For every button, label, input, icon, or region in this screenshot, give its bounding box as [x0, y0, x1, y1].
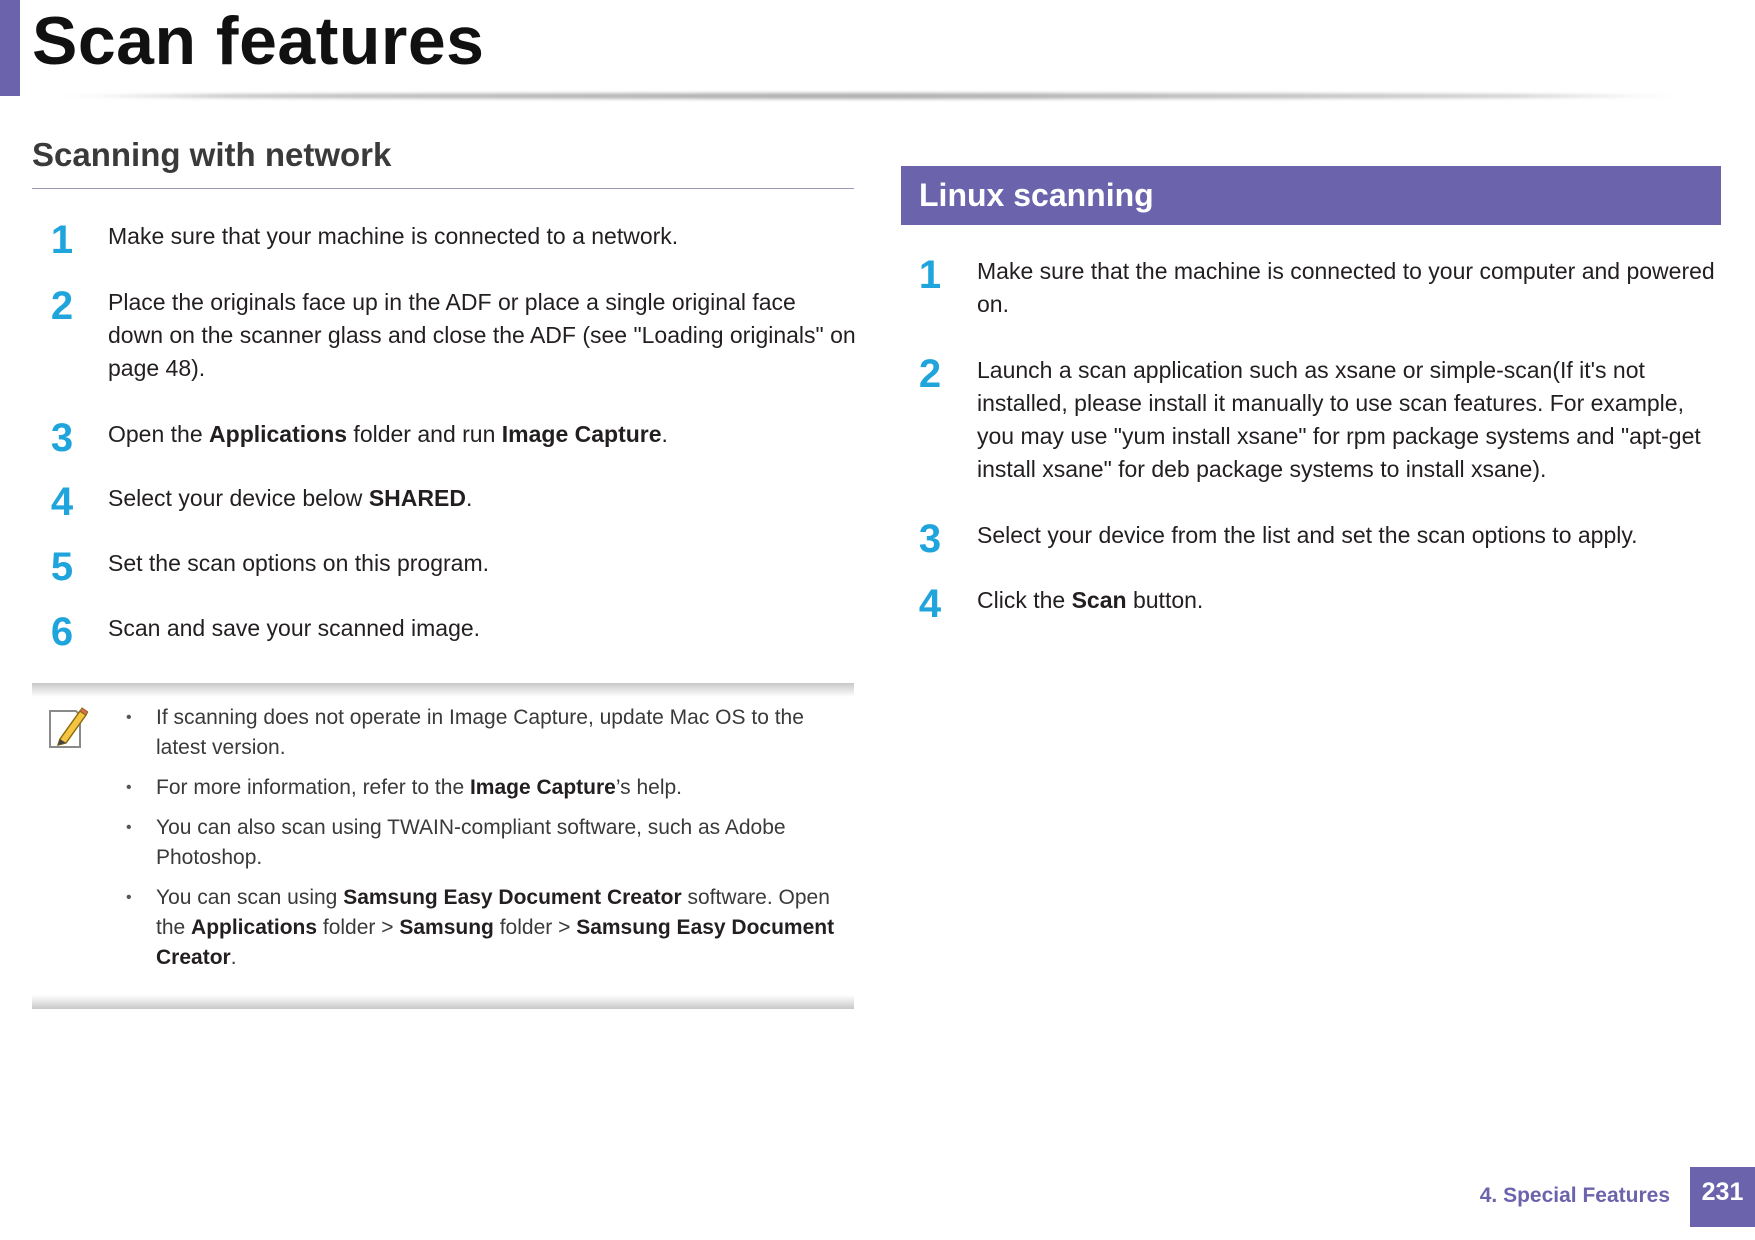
linux-step-2: [900, 354, 1722, 486]
step-text: Place the originals face up in the ADF or place a single original face down on the scanner glass and close the ADF (see "Loading originals" on page 48).: [108, 289, 856, 381]
page-title: Scan features: [32, 3, 485, 79]
step-number: 6: [50, 610, 74, 654]
section-banner: Linux scanning: [901, 166, 1721, 225]
note-item: • For more information, refer to the Image Capture’s help.: [126, 773, 856, 803]
step-text: Set the scan options on this program.: [108, 550, 489, 576]
bold-term: Scan: [1071, 587, 1127, 613]
note-bottom-shade: [32, 995, 854, 1009]
step-number: 2: [50, 284, 74, 328]
note-top-shade: [32, 683, 854, 697]
step-number: 3: [918, 517, 942, 561]
step-3: [32, 418, 856, 458]
bold-term: Applications: [209, 421, 348, 447]
step-text: Open the Applications folder and run Image Capture.: [108, 421, 668, 447]
step-text: Click the Scan button.: [977, 587, 1204, 613]
step-2: [32, 286, 856, 385]
section-title: Scanning with network: [32, 136, 392, 173]
step-number: 3: [50, 416, 74, 460]
step-text: Select your device from the list and set the scan options to apply.: [977, 522, 1638, 548]
bold-term: Samsung: [399, 916, 494, 939]
step-number: 1: [918, 253, 942, 297]
step-6: [32, 612, 856, 652]
bold-term: Image Capture: [469, 776, 616, 799]
step-text: Make sure that the machine is connected to your computer and powered on.: [977, 258, 1715, 317]
footer-chapter: 4. Special Features: [1479, 1184, 1670, 1207]
bold-term: Samsung Easy Document Creator: [343, 886, 682, 909]
step-text: Select your device below SHARED.: [108, 485, 473, 511]
linux-step-3: [900, 519, 1722, 559]
title-divider: [60, 93, 1680, 99]
note-item: • If scanning does not operate in Image Capture, update Mac OS to the latest version.: [126, 703, 856, 763]
section-divider: [32, 188, 854, 189]
note-list: [126, 703, 856, 983]
step-number: 4: [918, 582, 942, 626]
bold-term: Applications: [191, 916, 318, 939]
step-1: [32, 220, 856, 260]
step-number: 1: [50, 218, 74, 262]
bold-term: Samsung Easy Document Creator: [156, 916, 835, 969]
step-4: [32, 482, 856, 522]
step-5: [32, 547, 856, 587]
step-number: 5: [50, 545, 74, 589]
step-text: Make sure that your machine is connected to a network.: [108, 223, 679, 249]
step-text: Launch a scan application such as xsane or simple-scan(If it's not installed, please install it manually to use scan features. For example, you may use "yum install xsane" for rpm package systems and "apt-get install xsane" for deb package systems to install xsane).: [977, 357, 1701, 482]
note-item: • You can also scan using TWAIN-compliant software, such as Adobe Photoshop.: [126, 813, 856, 873]
step-number: 2: [918, 352, 942, 396]
linux-step-1: [900, 255, 1722, 321]
step-text: Scan and save your scanned image.: [108, 615, 481, 641]
bold-term: SHARED: [368, 485, 466, 511]
header-accent-bar: [0, 0, 20, 96]
note-box: [32, 683, 854, 1009]
note-pencil-icon: [46, 705, 88, 751]
step-number: 4: [50, 480, 74, 524]
bold-term: Image Capture: [501, 421, 662, 447]
linux-step-4: [900, 584, 1722, 624]
page-number: 231: [1690, 1167, 1755, 1227]
note-item: • You can scan using Samsung Easy Document Creator software. Open the Applications folder > Samsung folder > Samsung Easy Document Creator.: [126, 883, 856, 973]
